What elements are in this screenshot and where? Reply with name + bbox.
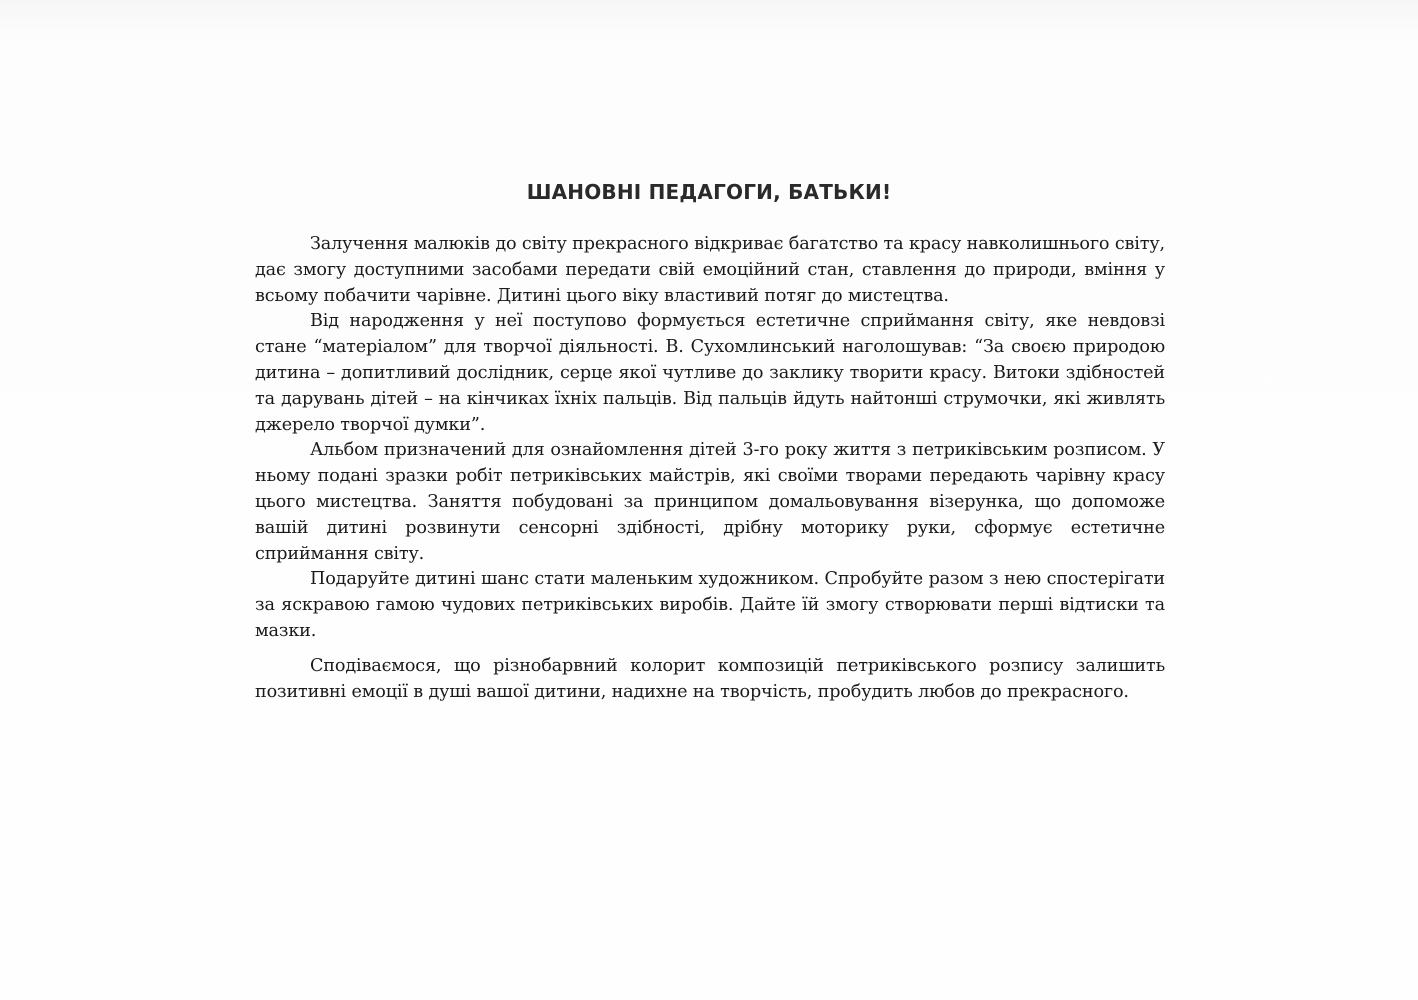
paragraph-5: Сподіваємося, що різнобарвний колорит композицій петриківського розпису залишить позитивні емоції в душі вашої дитини, надихне на творчість, пробудить любов до прекрасного. bbox=[255, 655, 1165, 702]
page-title: ШАНОВНІ ПЕДАГОГИ, БАТЬКИ! bbox=[526, 180, 892, 204]
body-text bbox=[255, 232, 1165, 705]
paragraph-1: Залучення малюків до світу прекрасного відкриває багатство та красу навколишнього світу, дає змогу доступними засобами передати свій емоційний стан, ставлення до природи, вміння у всьому побачити чарівне. Дитині цього віку властивий потяг до мистецтва. bbox=[255, 234, 1165, 306]
paragraph-4: Подаруйте дитині шанс стати маленьким художником. Спробуйте разом з нею спостерігати за яскравою гамою чудових петриківських виробів. Дайте їй змогу створювати перші відтиски та мазки. bbox=[255, 569, 1165, 641]
paragraph-2: Від народження у неї поступово формується естетичне сприймання світу, яке невдовзі стане “матеріалом” для творчої діяльності. В. Сухомлинський наголошував: “За своєю природою дитина – допитливий дослідник, серце якої чутливе до заклику творити красу. Витоки здібностей та дарувань дітей – на кінчиках їхніх пальців. Від пальців йдуть найтонші струмочки, які живлять джерело творчої думки”. bbox=[255, 311, 1165, 435]
paragraph-3: Альбом призначений для ознайомлення дітей 3-го року життя з петриківським розписом. У ньому подані зразки робіт петриківських майстрів, які своїми творами передають чарівну красу цього мистецтва. Заняття побудовані за принципом домальовування візерунка, що допоможе вашій дитині розвинути сенсорні здібності, дрібну моторику руки, сформує естетичне сприймання світу. bbox=[255, 440, 1165, 564]
